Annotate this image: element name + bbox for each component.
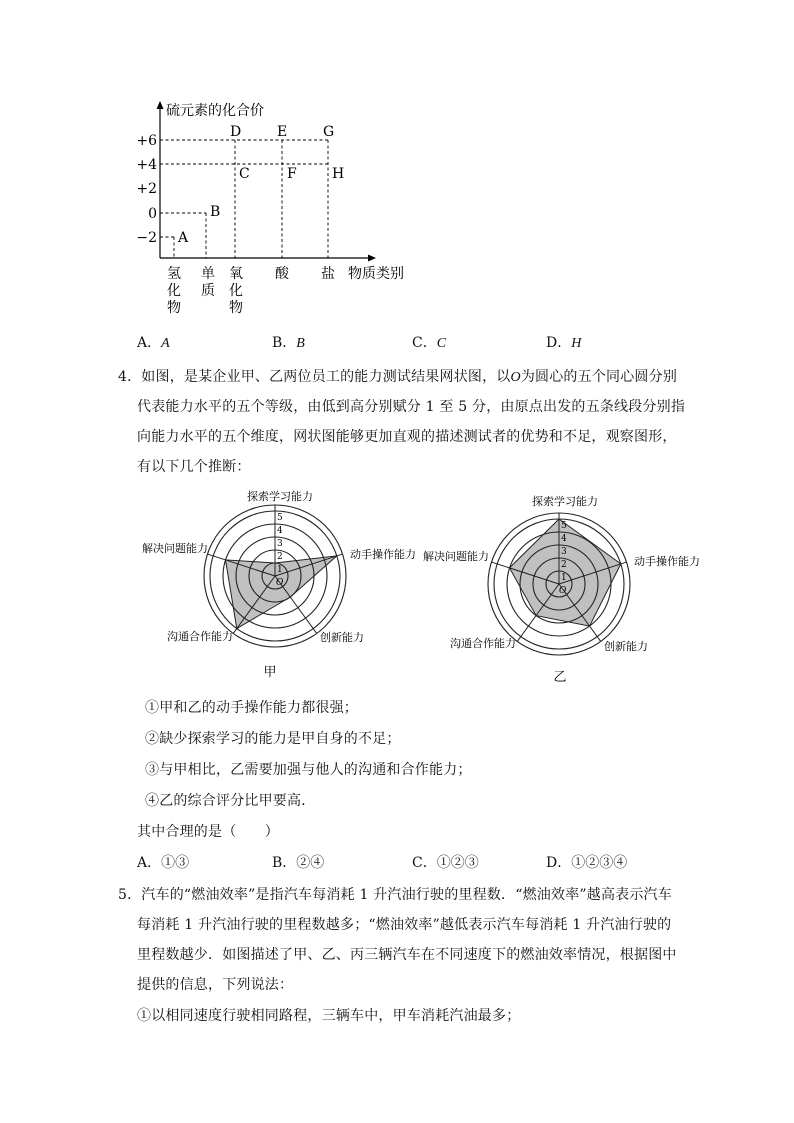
x-category-label: 盐 — [321, 266, 335, 282]
q5-line-2: 每消耗 1 升汽油行驶的里程数越多；“燃油效率”越低表示汽车每消耗 1 升汽油行驶的 — [137, 917, 672, 933]
radar-scale-label: 4 — [561, 534, 567, 544]
q5-statement-1: ①以相同速度行驶相同路程，三辆车中，甲车消耗汽油最多； — [137, 1008, 521, 1024]
dim-label-hands-on: 动手操作能力 — [350, 548, 416, 561]
radar-scale-label: 4 — [277, 526, 283, 536]
radar-scale-label: 5 — [561, 521, 567, 531]
q3-option-d[interactable]: D．H — [546, 335, 582, 351]
x-category-label: 单质 — [201, 266, 215, 299]
y-tick: +4 — [136, 157, 157, 173]
q4-line-4: 有以下几个推断： — [137, 459, 251, 475]
radar-name-yi: 乙 — [553, 670, 567, 685]
point-label-d: D — [230, 124, 242, 140]
radar-scale-label: 3 — [561, 547, 567, 557]
dim-label-innovation: 创新能力 — [604, 640, 648, 653]
q3-option-b[interactable]: B．B — [272, 335, 305, 351]
q5-line-3: 里程数越少．如图描述了甲、乙、丙三辆汽车在不同速度下的燃油效率情况，根据图中 — [137, 947, 677, 963]
valence-chart — [130, 98, 430, 320]
q5-line-4: 提供的信息，下列说法： — [137, 977, 294, 993]
radar-center-jia: O — [276, 578, 284, 588]
dim-label-innovation: 创新能力 — [320, 631, 364, 644]
point-label-a: A — [178, 230, 189, 246]
dim-label-communication: 沟通合作能力 — [167, 630, 233, 643]
dim-label-explore: 探索学习能力 — [247, 490, 313, 503]
dim-label-communication: 沟通合作能力 — [450, 637, 516, 650]
radar-scale-label: 1 — [561, 573, 567, 583]
radar-chart-jia — [135, 484, 425, 684]
dim-label-hands-on: 动手操作能力 — [634, 555, 700, 568]
radar-name-jia: 甲 — [263, 665, 277, 680]
q4-statement-4: ④乙的综合评分比甲要高． — [145, 793, 316, 809]
q3-option-a[interactable]: A．A — [137, 335, 170, 351]
x-category-label: 氧化物 — [229, 266, 243, 316]
q3-option-c[interactable]: C．C — [412, 335, 447, 351]
q4-option-b[interactable]: B．②④ — [272, 855, 325, 871]
q4-statement-1: ①甲和乙的动手操作能力都很强； — [145, 700, 358, 716]
q4-line-2: 代表能力水平的五个等级，由低到高分别赋分 1 至 5 分，由原点出发的五条线段分别指 — [137, 399, 686, 415]
q4-option-a[interactable]: A．①③ — [137, 855, 190, 871]
dim-label-explore: 探索学习能力 — [532, 495, 598, 508]
point-label-b: B — [210, 204, 221, 220]
radar-scale-label: 5 — [277, 513, 283, 523]
x-category-label: 氢化物 — [167, 266, 181, 316]
radar-scale-label: 2 — [277, 552, 283, 562]
q4-prompt: 其中合理的是（ ） — [137, 824, 279, 840]
radar-scale-label: 3 — [277, 539, 283, 549]
q4-option-c[interactable]: C．①②③ — [412, 855, 479, 871]
point-label-f: F — [287, 166, 297, 182]
y-axis-arrow — [157, 101, 164, 109]
q4-option-d[interactable]: D．①②③④ — [546, 855, 628, 871]
radar-scale-label: 2 — [561, 560, 567, 570]
x-category-label: 酸 — [275, 266, 289, 282]
y-axis-title: 硫元素的化合价 — [166, 103, 264, 119]
dim-label-problem: 解决问题能力 — [142, 542, 208, 555]
point-label-h: H — [332, 166, 345, 182]
radar-scale-label: 1 — [277, 565, 283, 575]
y-tick: 0 — [148, 206, 157, 222]
q4-statement-2: ②缺少探索学习的能力是甲自身的不足； — [145, 731, 401, 747]
point-label-e: E — [277, 124, 288, 140]
q4-line-3: 向能力水平的五个维度，网状图能够更加直观的描述测试者的优势和不足，观察图形， — [137, 429, 677, 445]
dim-label-problem: 解决问题能力 — [423, 550, 489, 563]
point-label-g: G — [323, 124, 335, 140]
radar-chart-yi — [420, 487, 720, 687]
y-tick: +6 — [136, 133, 157, 149]
x-axis-title: 物质类别 — [348, 266, 404, 282]
x-axis-arrow — [368, 255, 376, 262]
point-label-c: C — [239, 166, 250, 182]
radar-center-yi: O — [559, 586, 567, 596]
y-tick: −2 — [136, 230, 157, 246]
q4-statement-3: ③与甲相比，乙需要加强与他人的沟通和合作能力； — [145, 762, 472, 778]
q5-line-1: 5．汽车的“燃油效率”是指汽车每消耗 1 升汽油行驶的里程数．“燃油效率”越高表示汽车 — [118, 887, 672, 903]
q4-line-1: 4．如图，是某企业甲、乙两位员工的能力测试结果网状图，以O为圆心的五个同心圆分别 — [118, 369, 678, 385]
y-tick: +2 — [136, 181, 157, 197]
